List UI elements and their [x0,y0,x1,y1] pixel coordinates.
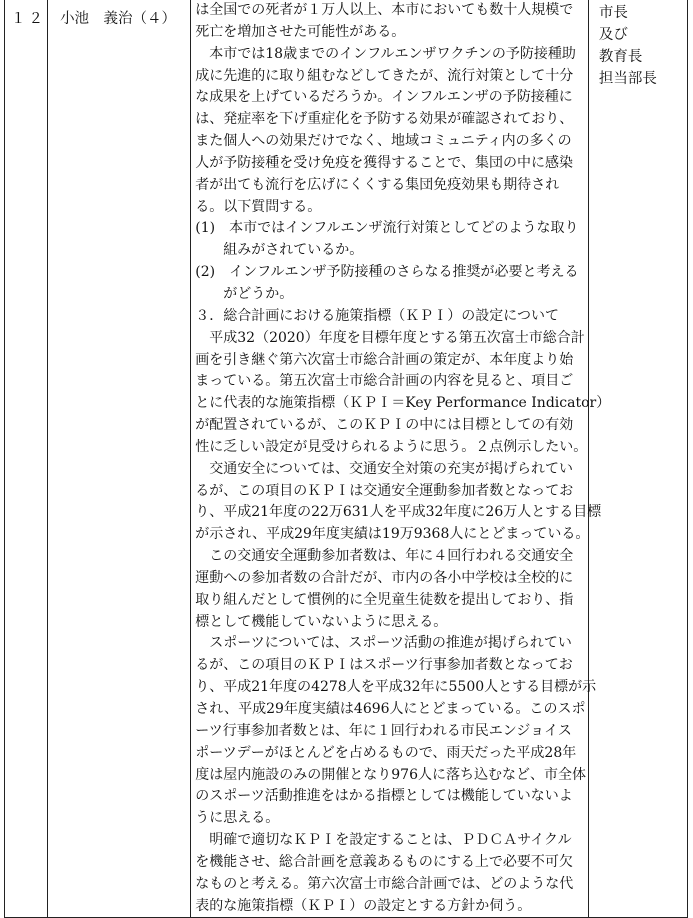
body-line: 者が出ても流行を広げにくくする集団免疫効果も期待され [195,176,560,193]
body-line: ３．総合計画における施策指標（ＫＰＩ）の設定について [195,307,559,324]
body-line: また個人への効果だけでなく、地域コミュニティ内の多くの [195,133,572,150]
body-line: とに代表的な施策指標（ＫＰＩ＝Key Performance Indicator） [195,395,611,412]
respondent-cell [588,0,687,918]
respondent-char: 長 [627,49,643,65]
respondent-char: 長 [613,5,628,21]
body-line: り、平成21年度の4278人を平成32年に5500人とする目標が示 [195,679,597,696]
respondent-char: 長 [642,71,657,87]
body-line: るが、この項目のＫＰＩはスポーツ行事参加者数となってお [195,657,573,674]
body-line: まっている。第五次富士市総合計画の内容を見ると、項目ご [195,373,574,390]
body-line: がどうか。 [223,285,294,302]
body-line: が配置されているが、このＫＰＩの中には目標としての有効 [195,417,574,434]
body-line: (1) 本市ではインフルエンザ流行対策としてどのような取り [195,220,579,237]
respondent-char: 担 [598,71,614,87]
respondent-char: 部 [627,71,643,87]
question-body [191,0,611,917]
body-line: のスポーツ活動推進をはかる指標としては機能していないよ [195,788,573,805]
body-line: 表的な施策指標（ＫＰＩ）の設定とする方針か伺う。 [195,897,532,914]
body-line: る。以下質問する。 [195,198,322,215]
body-line: この交通安全運動参加者数は、年に４回行われる交通安全 [209,548,574,565]
body-line: 画を引き継ぐ第六次富士市総合計画の策定が、本年度より始 [195,351,574,368]
body-line: スポーツについては、スポーツ活動の推進が掲げられてい [209,635,572,652]
body-line: ーツ行事参加者数とは、年に１回行われる市民エンジョイス [195,722,572,739]
body-line: 本市では18歳までのインフルエンザワクチンの予防接種助 [209,45,576,62]
member-name: 小池 義治（４） [60,11,177,27]
question-table [4,0,688,918]
respondent-char: 市 [598,5,614,21]
respondent-char: 教 [598,49,614,65]
body-line: 人が予防接種を受け免疫を獲得することで、集団の中に感染 [195,154,573,171]
body-line: 明確で適切なＫＰＩを設定することは、ＰＤＣＡサイクル [209,832,572,849]
respondent-line [599,46,677,68]
body-line: 運動への参加者数の合計だが、市内の各小中学校は全校的に [195,569,574,586]
respondent-list [589,0,687,90]
body-line: 性に乏しい設定が見受けられるように思う。２点例示したい。 [195,438,588,455]
body-line: な成果を上げているだろうか。インフルエンザの予防接種に [195,89,573,106]
table-row [5,0,688,918]
respondent-char: 及 [598,27,614,43]
body-line: は全国での死者が１万人以上、本市においても数十人規模で [195,2,574,18]
body-line: 組みがされているか。 [223,242,364,259]
question-number: １２ [11,11,46,27]
respondent-char: 育 [613,49,628,65]
body-line: (2) インフルエンザ予防接種のさらなる推奨が必要と考える [195,264,579,281]
respondent-line [599,2,677,24]
body-line: ポーツデーがほとんどを占めるもので、雨天だった平成28年 [195,744,577,761]
body-line: 平成32（2020）年度を目標年度とする第五次富士市総合計 [209,329,585,346]
body-line: 取り組んだとして慣例的に全児童生徒数を提出しており、指 [195,591,574,608]
content-cell [191,0,611,918]
body-line: 標として機能していないように思える。 [195,613,448,630]
body-line: を機能させ、総合計画を意義あるものにする上で必要不可欠 [195,853,573,870]
body-line: が示され、平成29年度実績は19万9368人にとどまっている。 [195,526,590,543]
body-line: うに思える。 [195,810,280,827]
respondent-char: び [613,27,628,43]
respondent-char: 当 [613,71,628,87]
body-line: 度は屋内施設のみの開催となり976人に落ち込むなど、市全体 [195,766,586,783]
body-line: 交通安全については、交通安全対策の充実が掲げられてい [209,460,573,477]
body-line: 死亡を増加させた可能性がある。 [195,23,406,40]
body-line: るが、この項目のＫＰＩは交通安全運動参加者数となってお [195,482,574,499]
respondent-line [599,68,677,90]
respondent-line [599,24,677,46]
number-cell [5,0,48,918]
body-line: なものと考える。第六次富士市総合計画では、どのような代 [195,875,574,892]
member-cell [48,0,191,918]
body-line: され、平成29年度実績は4696人にとどまっている。このスポ [195,701,586,717]
body-line: は、発症率を下げ重症化を予防する効果が確認されており、 [195,111,574,128]
body-line: 成に先進的に取り組むなどしてきたが、流行対策として十分 [195,67,574,84]
body-line: り、平成21年度の22万631人を平成32年度に26万人とする目標 [195,504,602,521]
